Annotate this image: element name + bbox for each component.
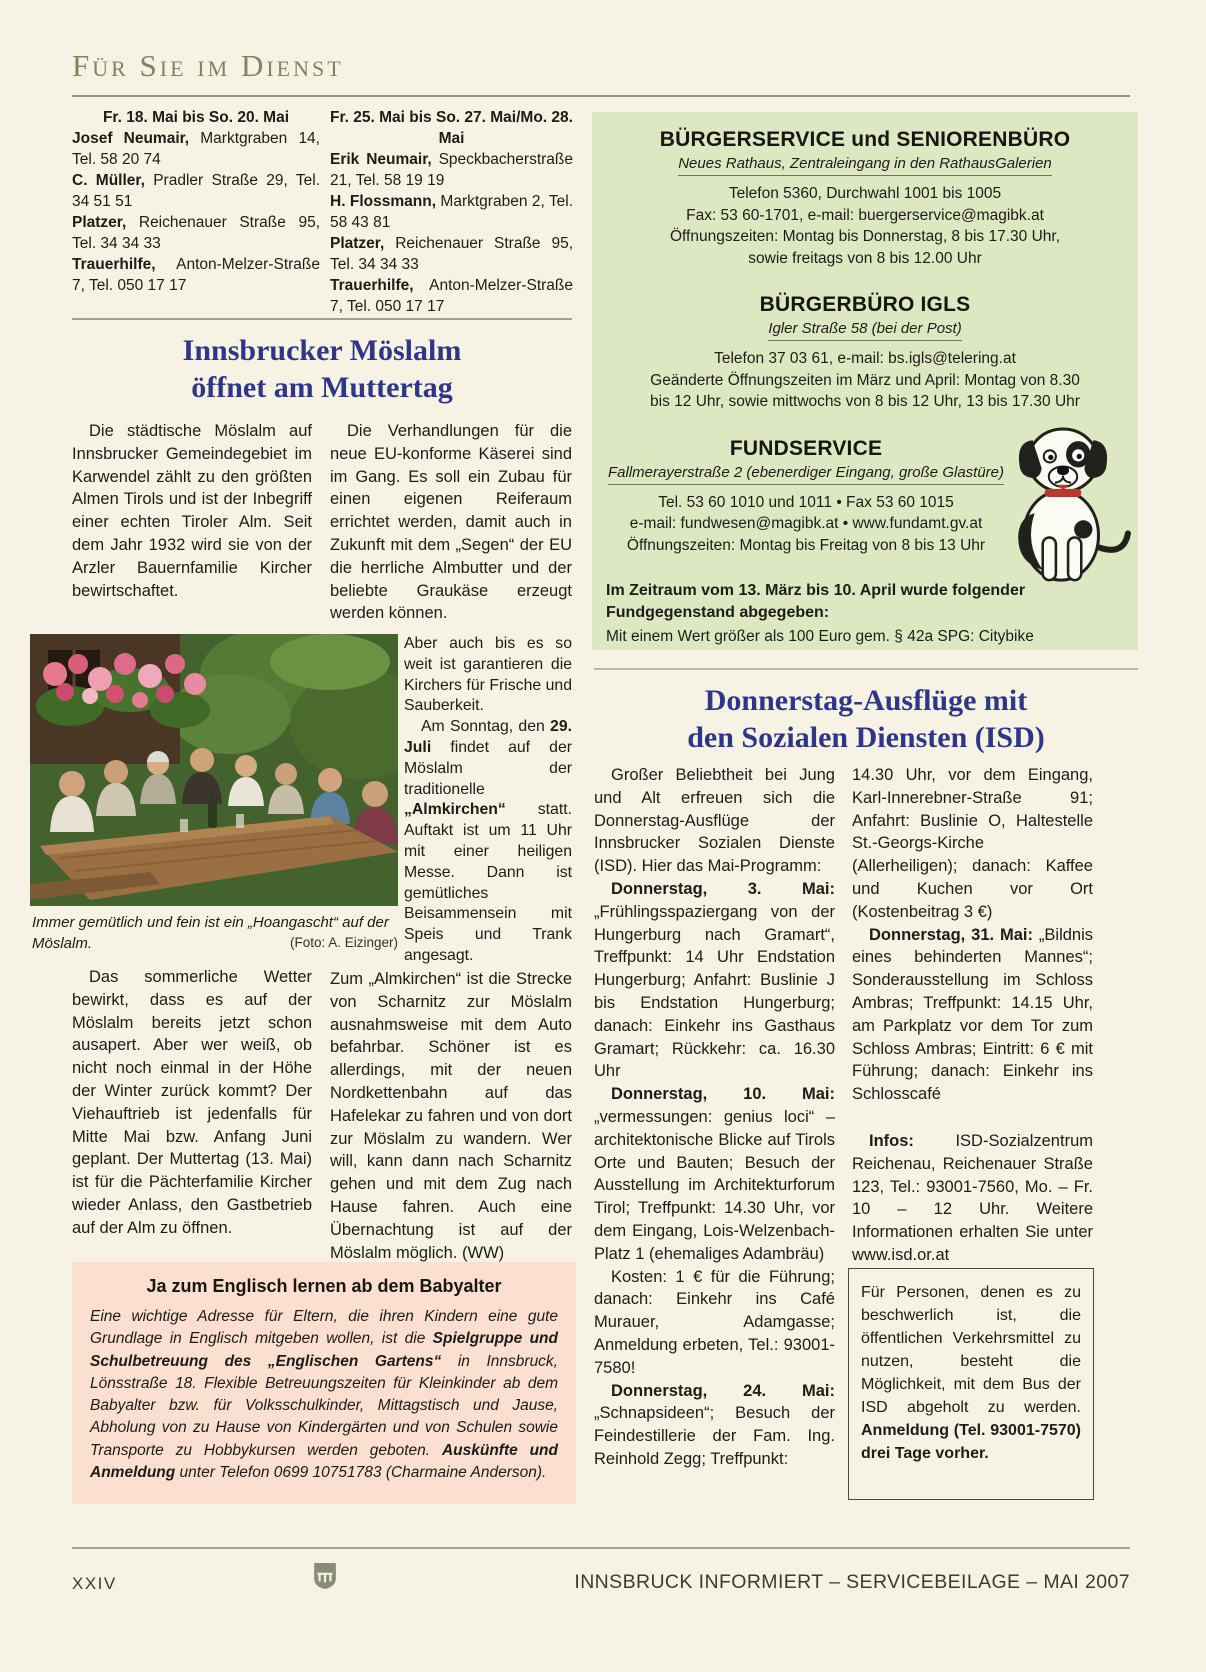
duty-date-range-1: Fr. 18. Mai bis So. 20. Mai (102, 109, 290, 126)
service-info-box (592, 112, 1138, 650)
isd-paragraph-infos: Infos: ISD-Sozialzentrum Reichenau, Reichenauer Straße 123, Tel.: 93001-7560, Mo. – Fr. 10 – 12 Uhr. Weitere Informationen erhalten Sie unter www.isd.or.at (852, 1131, 1093, 1264)
info-line: Öffnungszeiten: Montag bis Freitag von 8 bis 13 Uhr (626, 536, 986, 554)
article-paragraph-cheese: Die Verhandlungen für die neue EU-konforme Käserei sind im Gang. Es soll ein Zubau für einen eigenen Reiferaum errichtet werden, damit auch in Zukunft mit dem „Segen“ der EU die herrliche Almbutter und der beliebte Graukäse erzeugt werden können. (330, 422, 572, 623)
section-heading: BÜRGERBÜRO IGLS (759, 293, 971, 316)
duty-roster-column-1 (72, 107, 320, 296)
moeslalm-photo (30, 634, 398, 906)
found-notice-item: Mit einem Wert größer als 100 Euro gem. § 42a SPG: Citybike (606, 628, 1034, 645)
duty-entry: Platzer, Reichenauer Straße 95, Tel. 34 34 33 (330, 235, 573, 273)
found-notice-headline: Im Zeitraum vom 13. März bis 10. April wurde folgender Fundgegenstand abgegeben: (606, 582, 1026, 621)
isd-paragraph: Donnerstag, 10. Mai: „vermessungen: genius loci“ – architektonische Blicke auf Tirols Orte und Bauten; Besuch der Ausstellung im Architekturforum Tirol; Treffpunkt: 14.30 Uhr, vor dem Eingang, Lois-Welzenbach-Platz 1 (ehemaliges Adambräu) (594, 1085, 835, 1263)
footer-publication-title: INNSBRUCK INFORMIERT – SERVICEBEILAGE – MAI 2007 (574, 1571, 1130, 1593)
duty-date-range-2: Fr. 25. Mai bis So. 27. Mai/Mo. 28. Mai (330, 109, 573, 147)
isd-paragraph: Donnerstag, 31. Mai: „Bildnis eines behinderten Mannes“; Sonderausstellung im Schloss Ambras; Treffpunkt: 14.15 Uhr, am Parkplatz vor dem Tor zum Schloss Ambras; Eintritt: 6 € mit Führung; danach: Einkehr ins Schlosscafé (852, 925, 1093, 1104)
article-paragraph-almkirchen: Am Sonntag, den 29. Juli findet auf der Möslalm der traditionelle „Almkirchen“ statt. Auftakt ist um 11 Uhr mit einer heiligen Messe. Dann ist gemütliches Beisammensein mit Speis und Trank angesagt. (404, 718, 572, 964)
isd-column-right (852, 764, 1093, 1267)
article-column-b-top (330, 420, 572, 625)
service-section-buergerservice (606, 128, 1124, 269)
box-body: Eine wichtige Adresse für Eltern, die ihren Kindern eine gute Grundlage in Englisch mitgeben wollen, ist die Spielgruppe und Schulbetreuung des „Englischen Gartens“ in Innsbruck, Lönsstraße 18. Flexible Betreuungszeiten für Kleinkinder ab dem Babyalter bzw. für Volksschulkinder, Mittagstisch und Jause, Abholung von zu Hause von Kindergärten und von Schulen sowie Transporte zu Hobbykursen werden geboten. Auskünfte und Anmeldung unter Telefon 0699 10751783 (Charmaine Anderson). (90, 1308, 558, 1482)
section-subtitle: Fallmerayerstraße 2 (ebenerdiger Eingang, große Glastüre) (608, 464, 1004, 485)
duty-entry: H. Flossmann, Marktgraben 2, Tel. 58 43 81 (330, 193, 574, 231)
title-line: Innsbrucker Möslalm (182, 334, 462, 367)
english-course-box (72, 1262, 576, 1504)
article-title-isd (594, 682, 1138, 756)
isd-paragraph: 14.30 Uhr, vor dem Eingang, Karl-Innerebner-Straße 91; Anfahrt: Buslinie O, Haltestelle St.-Georgs-Kirche (Allerheiligen); danach: Kaffee und Kuchen vor Ort (Kostenbeitrag 3 €) (852, 766, 1093, 921)
caption-text: Immer gemütlich und fein ist ein „Hoangascht“ auf der Möslalm. (32, 914, 389, 952)
info-line: bis 12 Uhr, sowie mittwochs von 8 bis 12 Uhr, 13 bis 17.30 Uhr (650, 393, 1080, 410)
article-title-moeslalm (72, 332, 572, 406)
page-header-title: Für Sie im Dienst (72, 48, 344, 83)
section-heading: FUNDSERVICE (729, 436, 883, 460)
duty-entry: Trauerhilfe, Anton-Melzer-Straße 7, Tel. 050 17 17 (72, 256, 320, 294)
info-line: e-mail: fundwesen@magibk.at • www.fundamt.gv.at (629, 515, 983, 532)
section-subtitle: Neues Rathaus, Zentraleingang in den RathausGalerien (678, 155, 1052, 176)
article-column-b-narrow (404, 634, 572, 967)
section-heading: BÜRGERSERVICE und SENIORENBÜRO (659, 128, 1071, 151)
duty-entry: Erik Neumair, Speckbacherstraße 21, Tel. 58 19 19 (330, 151, 573, 189)
info-line: sowie freitags von 8 bis 12.00 Uhr (748, 249, 982, 267)
title-line: Donnerstag-Ausflüge mit (704, 684, 1028, 717)
isd-paragraph: Großer Beliebtheit bei Jung und Alt erfreuen sich die Donnerstag-Ausflüge der Innsbrucker Sozialen Dienste (ISD). Hier das Mai-Programm: (594, 766, 835, 876)
duty-entry: Josef Neumair, Marktgraben 14, Tel. 58 20 74 (72, 130, 320, 168)
article-paragraph-almkirchen-cont: Zum „Almkirchen“ ist die Strecke von Scharnitz zur Möslalm ausnahmsweise mit dem Auto befahrbar. Schöner ist es allerdings, mit der neuen Nordkettenbahn auf das Hafelekar zu fahren und von dort zur Möslalm zu wandern. Wer will, kann dann nach Scharnitz gehen und mit dem Zug nach Hause fahren. Auch eine Übernachtung ist auf der Möslalm möglich. (WW) (330, 970, 572, 1262)
article-column-b-bottom (330, 968, 572, 1264)
duty-roster-column-2 (330, 107, 573, 317)
isd-paragraph: Donnerstag, 3. Mai: „Frühlingsspaziergang von der Hungerburg nach Gramart“, Treffpunkt: 14 Uhr Endstation Hungerburg; Anfahrt: Buslinie J bis Endstation Hungerburg; danach: Einkehr ins Gasthaus Gramart; Rückkehr: ca. 16.30 Uhr (594, 879, 835, 1081)
isd-column-left (594, 764, 835, 1471)
article-paragraph-cheese-cont: Aber auch bis es so weit ist garantieren die Kirchers für Frische und Sauberkeit. (404, 635, 572, 715)
info-line: Fax: 53 60-1701, e-mail: buergerservice@magibk.at (686, 206, 1044, 224)
pickup-box-text: Für Personen, denen es zu beschwerlich ist, die öffentlichen Verkehrsmittel zu nutzen, besteht die Möglichkeit, mit dem Bus der ISD abgeholt zu werden. Anmeldung (Tel. 93001-7570) drei Tage vorher. (861, 1284, 1081, 1462)
isd-paragraph: Donnerstag, 24. Mai: „Schnapsideen“; Besuch der Feindestillerie der Fam. Ing. Reinhold Zegg; Treffpunkt: (594, 1381, 835, 1468)
photo-credit: (Foto: A. Eizinger) (289, 935, 398, 950)
info-line: Geänderte Öffnungszeiten im März und April: Montag von 8.30 (650, 371, 1080, 389)
title-line: öffnet am Muttertag (191, 371, 453, 404)
duty-entry: C. Müller, Pradler Straße 29, Tel. 34 51 51 (72, 172, 320, 210)
photo-caption (32, 912, 398, 954)
service-section-igls (606, 293, 1124, 413)
isd-pickup-info-box (848, 1268, 1094, 1500)
article-paragraph-intro: Die städtische Möslalm auf Innsbrucker Gemeindegebiet im Karwendel zählt zu den größten Almen Tirols und ist der Inbegriff einer echten Tiroler Alm. Seit dem Jahr 1932 wird sie von der Arzler Bauernfamilie Kircher bewirtschaftet. (72, 422, 312, 600)
duty-entry: Platzer, Reichenauer Straße 95, Tel. 34 34 33 (72, 214, 320, 252)
footer-page-number: XXIV (72, 1574, 117, 1593)
footer-rule (72, 1547, 1130, 1549)
header-rule (72, 95, 1130, 97)
article-divider-rule (72, 318, 572, 320)
found-item-notice (606, 580, 1124, 646)
info-line: Telefon 37 03 61, e-mail: bs.igls@telering.at (714, 350, 1016, 367)
duty-entry: Trauerhilfe, Anton-Melzer-Straße 7, Tel. 050 17 17 (330, 277, 573, 315)
isd-paragraph: Kosten: 1 € für die Führung; danach: Einkehr ins Café Murauer, Adamgasse; Anmeldung erbeten, Tel.: 93001-7580! (594, 1267, 835, 1377)
info-line: Telefon 5360, Durchwahl 1001 bis 1005 (728, 185, 1002, 202)
dog-illustration (992, 412, 1134, 588)
article-paragraph-weather: Das sommerliche Wetter bewirkt, dass es auf der Möslalm bereits jetzt schon ausapert. Aber wer weiß, ob nicht noch einmal in der Höhe der Winter zurück kommt? Der Viehauftrieb ist jedenfalls für Mitte Mai bzw. Anfang Juni geplant. Der Muttertag (13. Mai) ist für die Pächterfamilie Kircher wieder Anlass, den Gastbetrieb auf der Alm zu öffnen. (72, 968, 312, 1237)
city-crest-icon (312, 1560, 338, 1592)
title-line: den Sozialen Diensten (ISD) (687, 721, 1045, 754)
section-subtitle: Igler Straße 58 (bei der Post) (768, 320, 961, 341)
info-line: Tel. 53 60 1010 und 1011 • Fax 53 60 1015 (658, 493, 954, 511)
box-title: Ja zum Englisch lernen ab dem Babyalter (146, 1276, 502, 1296)
article-divider-rule (594, 668, 1138, 670)
info-line: Öffnungszeiten: Montag bis Donnerstag, 8 bis 17.30 Uhr, (669, 228, 1061, 245)
